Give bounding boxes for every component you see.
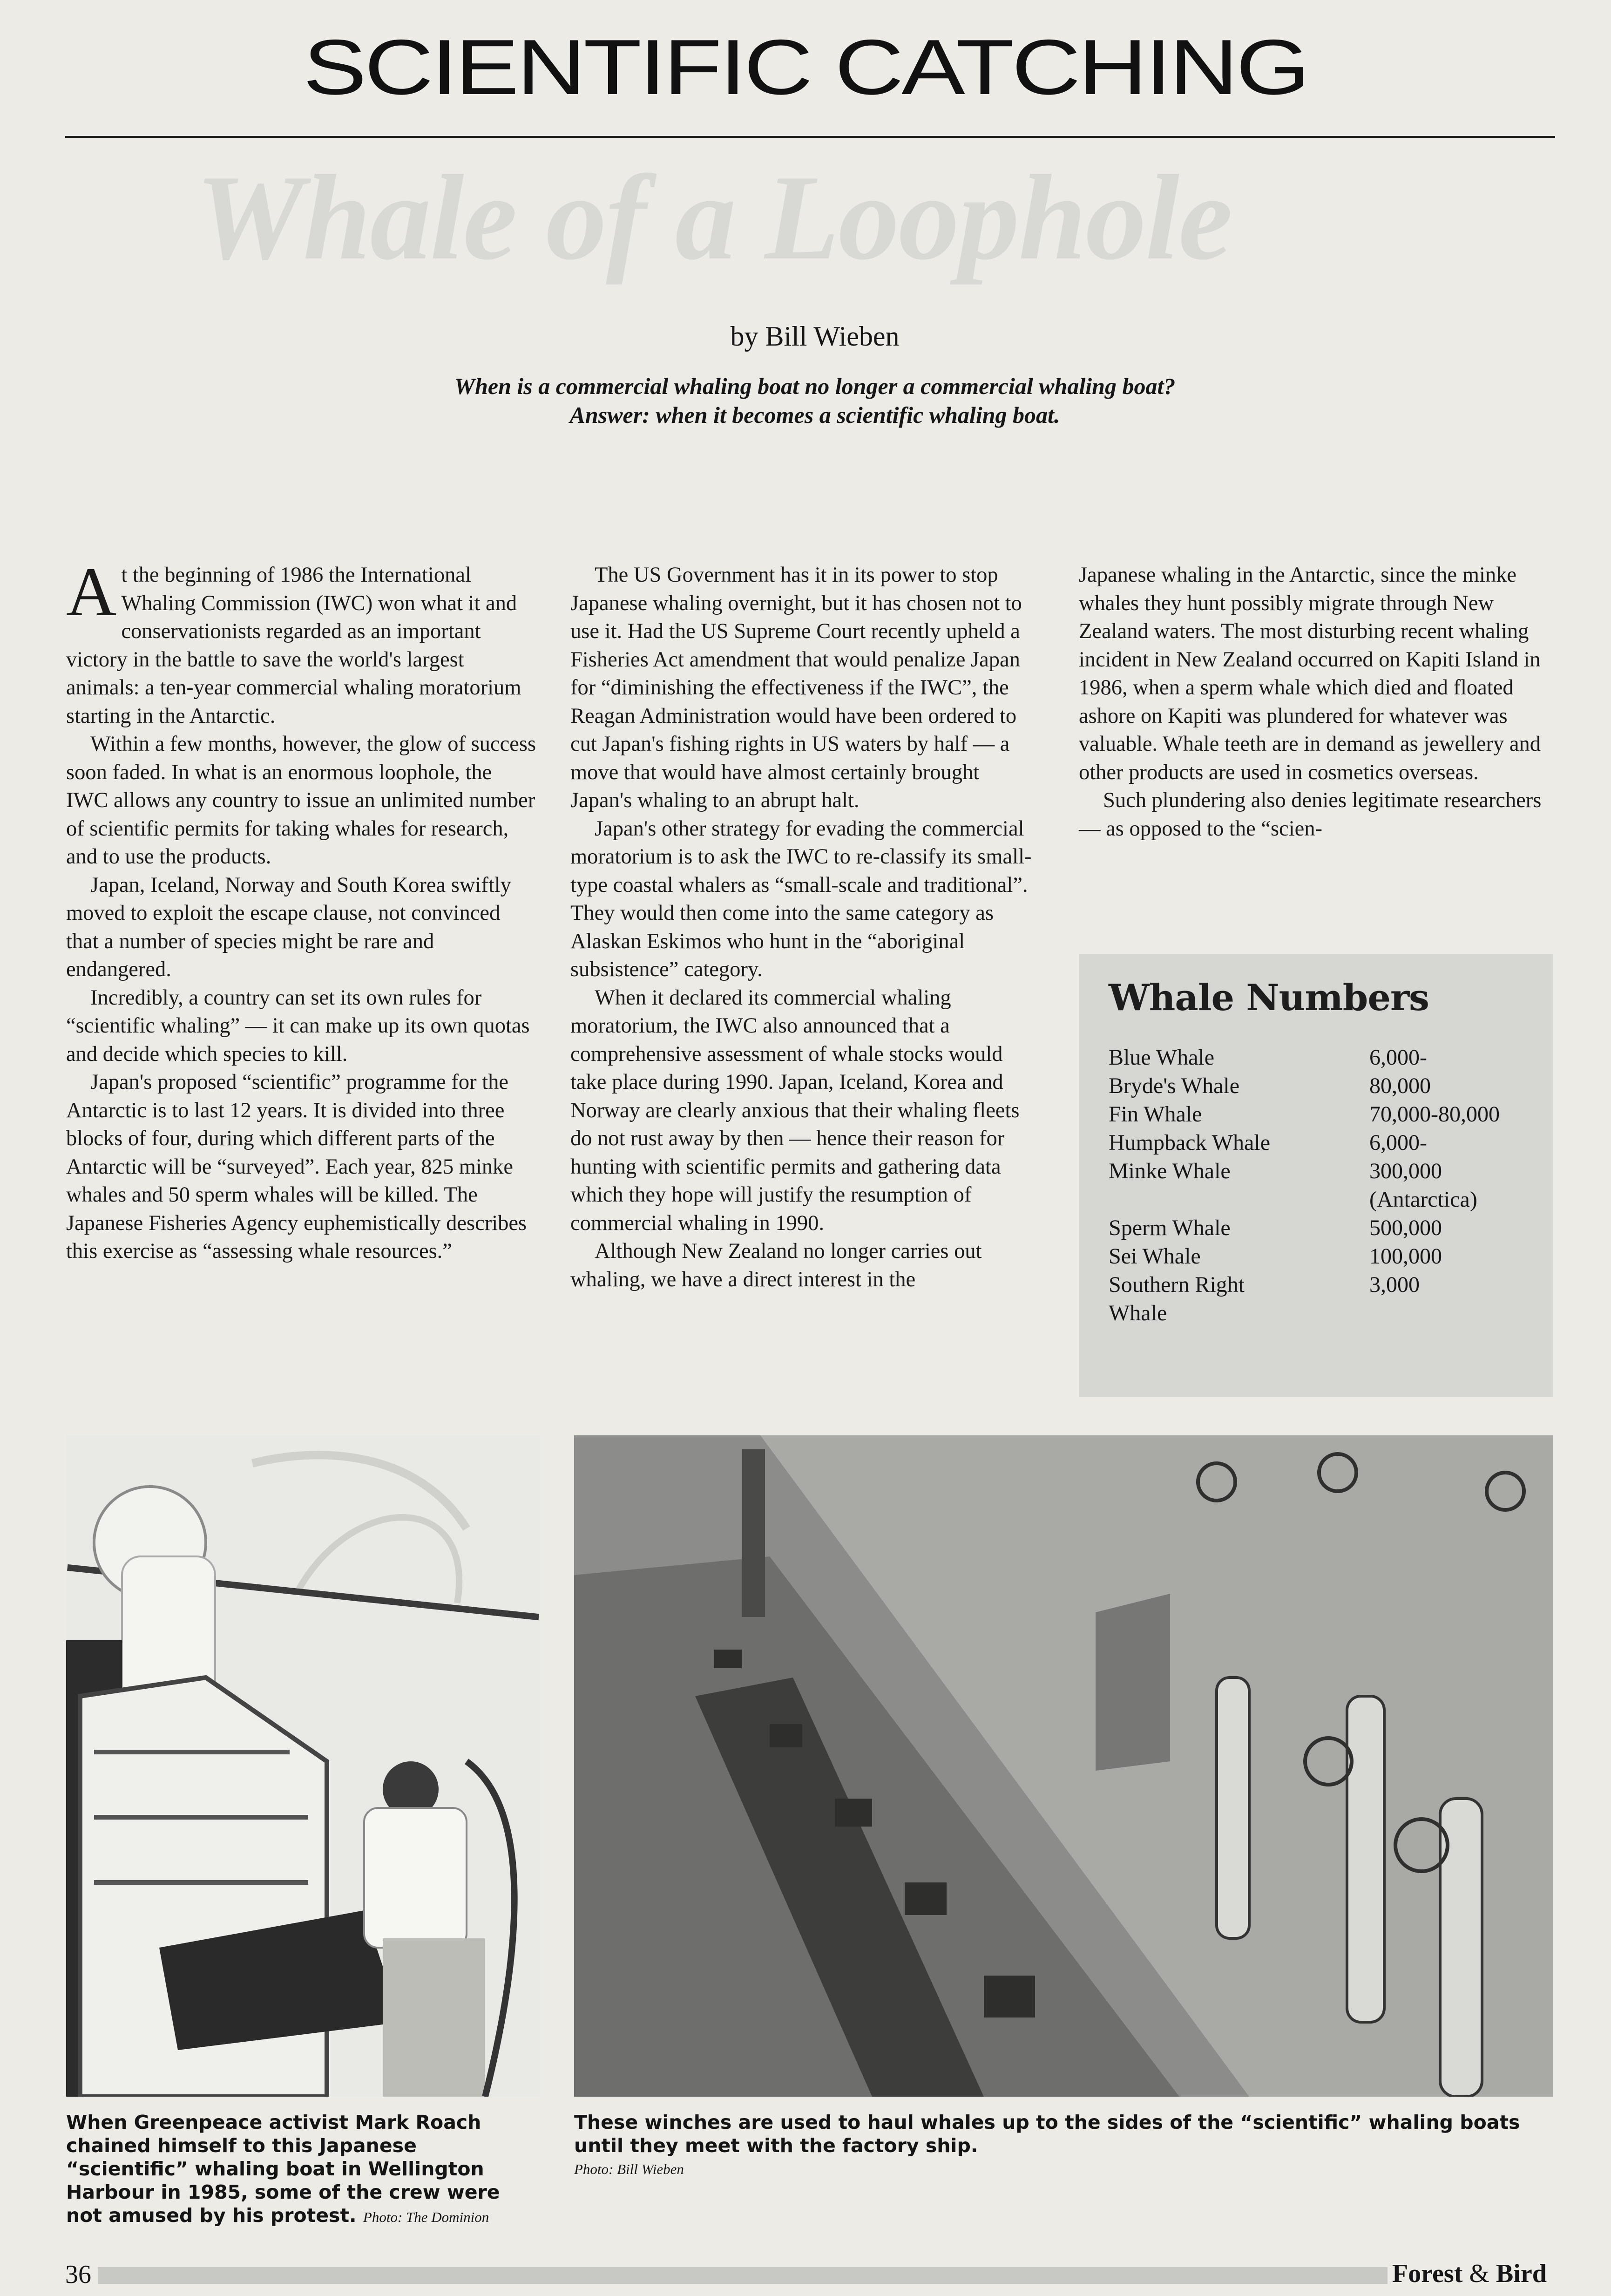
photo-credit-left: Photo: The Dominion <box>363 2209 489 2225</box>
whale-count: 6,000- <box>1369 1045 1427 1070</box>
whale-species: Blue Whale <box>1109 1045 1215 1070</box>
whale-count: 100,000 <box>1369 1244 1442 1269</box>
whale-species: Southern Right <box>1109 1272 1245 1297</box>
standfirst-line-2: Answer: when it becomes a scientific whaling boat. <box>569 402 1060 428</box>
whale-count: 500,000 <box>1369 1216 1442 1240</box>
whale-count: (Antarctica) <box>1369 1187 1477 1212</box>
whale-count: 3,000 <box>1369 1272 1420 1297</box>
whale-count: 80,000 <box>1369 1073 1431 1098</box>
paragraph: At the beginning of 1986 the International Whaling Commission (IWC) won what it and conservationists regarded as an important victory in the battle to save the world's largest animals: a ten-year commercial whaling moratorium starting in the Antarctic. <box>66 553 521 728</box>
whale-row <box>1109 1043 1542 1072</box>
standfirst <box>233 372 1397 429</box>
whale-row <box>1109 1270 1542 1299</box>
photo-greenpeace-protest-image <box>66 1435 540 2097</box>
standfirst-line-1: When is a commercial whaling boat no longer a commercial whaling boat? <box>454 373 1176 399</box>
whale-species: Sei Whale <box>1109 1244 1201 1269</box>
whale-row <box>1109 1072 1542 1100</box>
footer-bar <box>98 2267 1388 2284</box>
paragraph: Such plundering also denies legitimate researchers — as opposed to the “scien- <box>1079 788 1542 841</box>
paragraph: When it declared its commercial whaling moratorium, the IWC also announced that a comprehensive assessment of whale stocks would take place during 1990. Japan, Iceland, Korea and Norway are clearly anxious that their whaling fleets do not rust away by then — hence their reason for hunting with scientific permits and gathering data which they hope will justify the resumption of commercial whaling in 1990. <box>570 985 1020 1235</box>
photo-whaling-winches-image <box>574 1435 1553 2097</box>
paragraph: The US Government has it in its power to stop Japanese whaling overnight, but it has chosen not to use it. Had the US Supreme Court recently upheld a Fisheries Act amendment that would penalize Japan for “diminishing the effectiveness if the IWC”, the Reagan Administration would have been ordered to cut Japan's fishing rights in US waters by half — a move that would have almost certainly brought Japan's whaling to an abrupt halt. <box>570 563 1022 812</box>
photo-credit-right: Photo: Bill Wieben <box>574 2161 684 2177</box>
caption-left: When Greenpeace activist Mark Roach chained himself to this Japanese “scientific” whaling boat in Wellington Harbour in 1985, some of the crew were not amused by his protest. Photo: The Dominion <box>66 2111 500 2227</box>
whale-numbers-table <box>1109 1043 1542 1327</box>
paragraph: Within a few months, however, the glow of success soon faded. In what is an enormous loophole, the IWC allows any country to issue an unlimited number of scientific permits for taking whales for research, and to use the products. <box>66 732 536 869</box>
whale-species: Sperm Whale <box>1109 1216 1231 1240</box>
paragraph: Japan's proposed “scientific” programme for the Antarctic is to last 12 years. It is divided into three blocks of four, during which different parts of the Antarctic will be “surveyed”. Each year, 825 minke whales and 50 sperm whales will be killed. The Japanese Fisheries Agency euphemistically describes this exercise as “assessing whale resources.” <box>66 1070 527 1263</box>
magazine-name: Forest & Bird <box>1392 2259 1547 2288</box>
whale-species: Fin Whale <box>1109 1102 1202 1127</box>
whale-count: 70,000-80,000 <box>1369 1102 1500 1127</box>
whale-row <box>1109 1242 1542 1270</box>
whale-row <box>1109 1185 1542 1214</box>
whale-count <box>1369 1299 1542 1327</box>
whale-row <box>1109 1100 1542 1128</box>
paragraph: Incredibly, a country can set its own rules for “scientific whaling” — it can make up its own quotas and decide which species to kill. <box>66 985 530 1066</box>
article-column-2 <box>570 561 1041 1294</box>
whale-species: Bryde's Whale <box>1109 1073 1240 1098</box>
section-title: SCIENTIFIC CATCHING <box>303 23 1308 111</box>
whale-species <box>1109 1185 1369 1214</box>
whale-count: 6,000- <box>1369 1130 1427 1155</box>
header-rule <box>65 136 1555 138</box>
paragraph: Japan, Iceland, Norway and South Korea swiftly moved to exploit the escape clause, not convinced that a number of species might be rare and endangered. <box>66 873 511 981</box>
page-number: 36 <box>65 2260 91 2289</box>
article-column-1 <box>66 553 536 1266</box>
paragraph: Although New Zealand no longer carries out whaling, we have a direct interest in the <box>570 1239 982 1291</box>
whale-numbers-title: Whale Numbers <box>1109 977 1429 1019</box>
whale-row <box>1109 1128 1542 1157</box>
article-column-3 <box>1079 561 1549 843</box>
whale-species: Humpback Whale <box>1109 1130 1270 1155</box>
whale-species: Whale <box>1109 1301 1167 1325</box>
paragraph: Japan's other strategy for evading the commercial moratorium is to ask the IWC to re-classify its small-type coastal whalers as “small-scale and traditional”. They would then come into the same category as Alaskan Eskimos who hunt in the “aboriginal subsistence” category. <box>570 816 1032 981</box>
whale-species: Minke Whale <box>1109 1159 1231 1183</box>
caption-right: These winches are used to haul whales up to the sides of the “scientific” whaling boats until they meet with the factory ship. <box>574 2111 1520 2157</box>
whale-count: 300,000 <box>1369 1159 1442 1183</box>
whale-row <box>1109 1299 1542 1327</box>
headline: Whale of a Loophole <box>196 150 1232 285</box>
whale-row <box>1109 1214 1542 1242</box>
drop-cap: A <box>66 553 117 631</box>
whale-row <box>1109 1157 1542 1185</box>
photo-greenpeace-protest <box>66 1435 540 2097</box>
byline: by Bill Wieben <box>730 321 900 352</box>
paragraph: Japanese whaling in the Antarctic, since the minke whales they hunt possibly migrate through New Zealand waters. The most disturbing recent whaling incident in New Zealand occurred on Kapiti Island in 1986, when a sperm whale which died and floated ashore on Kapiti was plundered for whatever was valuable. Whale teeth are in demand as jewellery and other products are used in cosmetics overseas. <box>1079 563 1541 784</box>
photo-whaling-winches <box>574 1435 1553 2097</box>
